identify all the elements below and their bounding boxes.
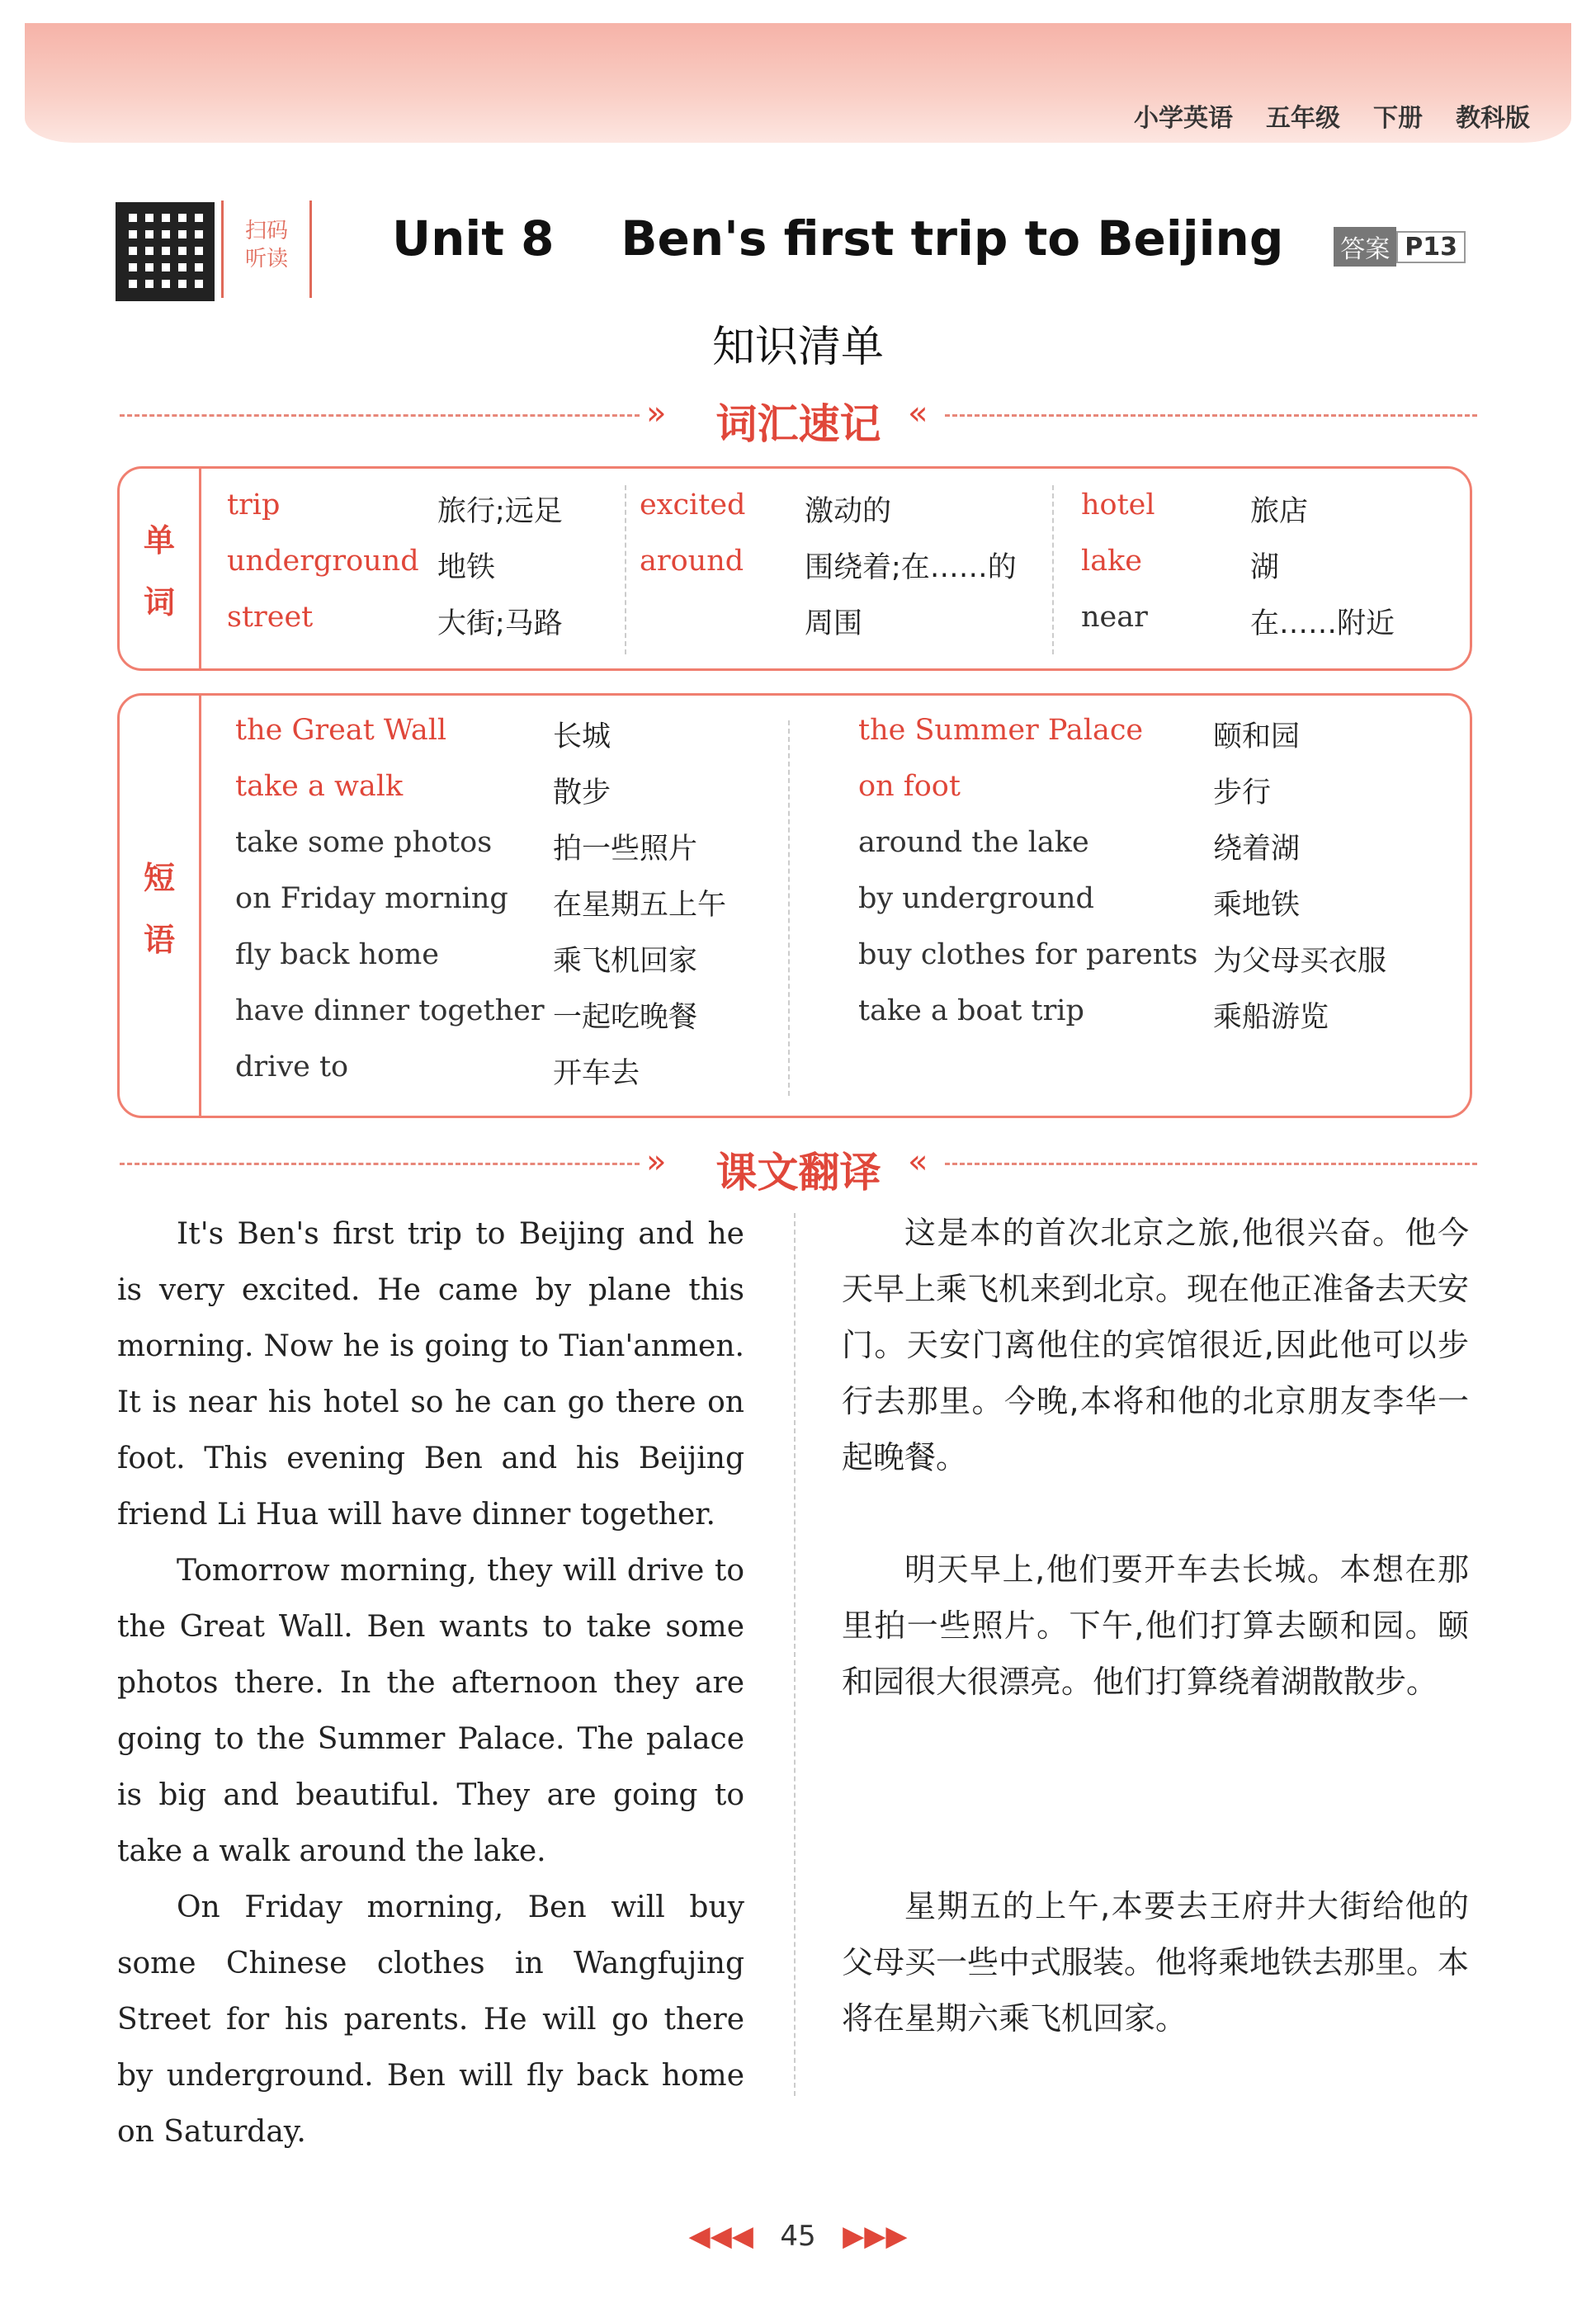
phrase-en: around the lake	[858, 826, 1089, 859]
word-en: trip	[227, 489, 281, 522]
phrase-en: drive to	[235, 1050, 349, 1083]
scan-label-line2: 听读	[244, 247, 288, 271]
answer-tag	[1334, 227, 1466, 267]
word-en: around	[640, 545, 744, 578]
translation-banner: » 课文翻译 «	[120, 1135, 1477, 1192]
word-zh: 旅店	[1250, 495, 1309, 528]
words-side-char-1: 单	[143, 522, 175, 559]
word-en: excited	[640, 489, 746, 522]
phrase-zh: 绕着湖	[1213, 833, 1301, 866]
phrase-zh: 开车去	[553, 1057, 640, 1090]
unit-title: Unit 8 Ben's first trip to Beijing	[392, 210, 1284, 267]
text-zh-paragraph-1: 这是本的首次北京之旅,他很兴奋。他今天早上乘飞机来到北京。现在他正准备去天安门。天安门离他住的宾馆很近,因此他可以步行去那里。今晚,本将和他的北京朋友李华一起晚餐。	[842, 1215, 1470, 1475]
phrase-zh: 散步	[553, 777, 611, 810]
phrase-zh: 乘地铁	[1213, 889, 1301, 922]
phrase-zh: 乘飞机回家	[553, 945, 698, 978]
phrase-zh: 乘船游览	[1213, 1001, 1329, 1034]
header-volume: 下册	[1373, 104, 1423, 133]
text-en-paragraph-1: It's Ben's first trip to Beijing and he is very excited. He came by plane this morning. Now he is going to Tian'anmen. It is near his hotel so he can go there on foot. This evening Ben and his Beijing friend Li Hua will have dinner together.	[117, 1217, 744, 1532]
header-grade: 五年级	[1266, 104, 1340, 133]
phrase-zh: 步行	[1213, 777, 1272, 810]
phrase-zh: 一起吃晚餐	[553, 1001, 698, 1034]
phrases-box	[117, 693, 1472, 1118]
word-zh: 在……附近	[1250, 607, 1395, 640]
text-zh-paragraph-2: 明天早上,他们要开车去长城。本想在那里拍一些照片。下午,他们打算去颐和园。颐和园很大很漂亮。他们打算绕着湖散散步。	[842, 1551, 1469, 1700]
word-en: hotel	[1081, 489, 1155, 522]
phrase-en: the Great Wall	[235, 714, 447, 747]
phrase-en: take some photos	[235, 826, 493, 859]
word-zh: 围绕着;在……的	[805, 551, 1017, 584]
word-en: underground	[227, 545, 419, 578]
word-en: lake	[1081, 545, 1142, 578]
page-number: 45	[780, 2220, 816, 2253]
section-title: 知识清单	[711, 323, 884, 372]
prev-arrows-icon: ◀◀◀	[688, 2220, 753, 2253]
answer-label: 答案	[1334, 227, 1396, 267]
word-en: street	[227, 601, 314, 634]
word-zh: 湖	[1250, 551, 1280, 584]
page-footer	[0, 2220, 1596, 2253]
phrase-en: buy clothes for parents	[858, 938, 1198, 971]
phrase-zh: 拍一些照片	[553, 833, 698, 866]
word-zh: 大街;马路	[437, 607, 563, 640]
phrase-zh: 颐和园	[1213, 720, 1301, 753]
word-zh: 旅行;远足	[437, 495, 563, 528]
phrase-en: on Friday morning	[235, 882, 508, 915]
scan-label-line1: 扫码	[244, 219, 288, 243]
header-subject: 小学英语	[1134, 104, 1233, 133]
phrase-en: have dinner together	[235, 994, 545, 1027]
words-side-label	[120, 469, 201, 668]
phrase-en: by underground	[858, 882, 1094, 915]
phrase-zh: 在星期五上午	[553, 889, 727, 922]
phrase-en: on foot	[858, 770, 961, 803]
word-en: near	[1081, 601, 1148, 634]
phrase-zh: 为父母买衣服	[1213, 945, 1387, 978]
qr-code-icon[interactable]	[116, 202, 215, 301]
answer-page: P13	[1396, 231, 1466, 263]
text-en-paragraph-2: Tomorrow morning, they will drive to the Great Wall. Ben wants to take some photos there. In the afternoon they are going to the Summer Palace. The palace is big and beautiful. They are going to take a walk around the lake.	[117, 1554, 744, 1868]
phrases-side-label	[120, 696, 201, 1116]
translation-banner-text: 课文翻译	[715, 1149, 881, 1197]
header-info	[1134, 97, 1530, 134]
phrase-en: the Summer Palace	[858, 714, 1144, 747]
scan-listen-label	[221, 201, 312, 298]
header-edition: 教科版	[1456, 104, 1530, 133]
text-en-paragraph-3: On Friday morning, Ben will buy some Chinese clothes in Wangfujing Street for his parents. He will go there by underground. Ben will fly back home on Saturday.	[117, 1891, 744, 2149]
words-box	[117, 466, 1472, 671]
word-zh: 周围	[805, 607, 863, 640]
phrase-en: fly back home	[235, 938, 439, 971]
phrase-zh: 长城	[553, 720, 611, 753]
next-arrows-icon: ▶▶▶	[843, 2220, 908, 2253]
vocab-banner: » 词汇速记 «	[120, 386, 1477, 444]
phrases-side-char-2: 语	[143, 921, 175, 958]
text-zh-paragraph-3: 星期五的上午,本要去王府井大街给他的父母买一些中式服装。他将乘地铁去那里。本将在星期六乘飞机回家。	[842, 1888, 1470, 2037]
words-side-char-2: 词	[143, 584, 175, 621]
phrase-en: take a boat trip	[858, 994, 1084, 1027]
phrase-en: take a walk	[235, 770, 404, 803]
phrases-side-char-1: 短	[143, 859, 175, 896]
word-zh: 激动的	[805, 495, 892, 528]
vocab-banner-text: 词汇速记	[715, 400, 881, 448]
word-zh: 地铁	[437, 551, 496, 584]
